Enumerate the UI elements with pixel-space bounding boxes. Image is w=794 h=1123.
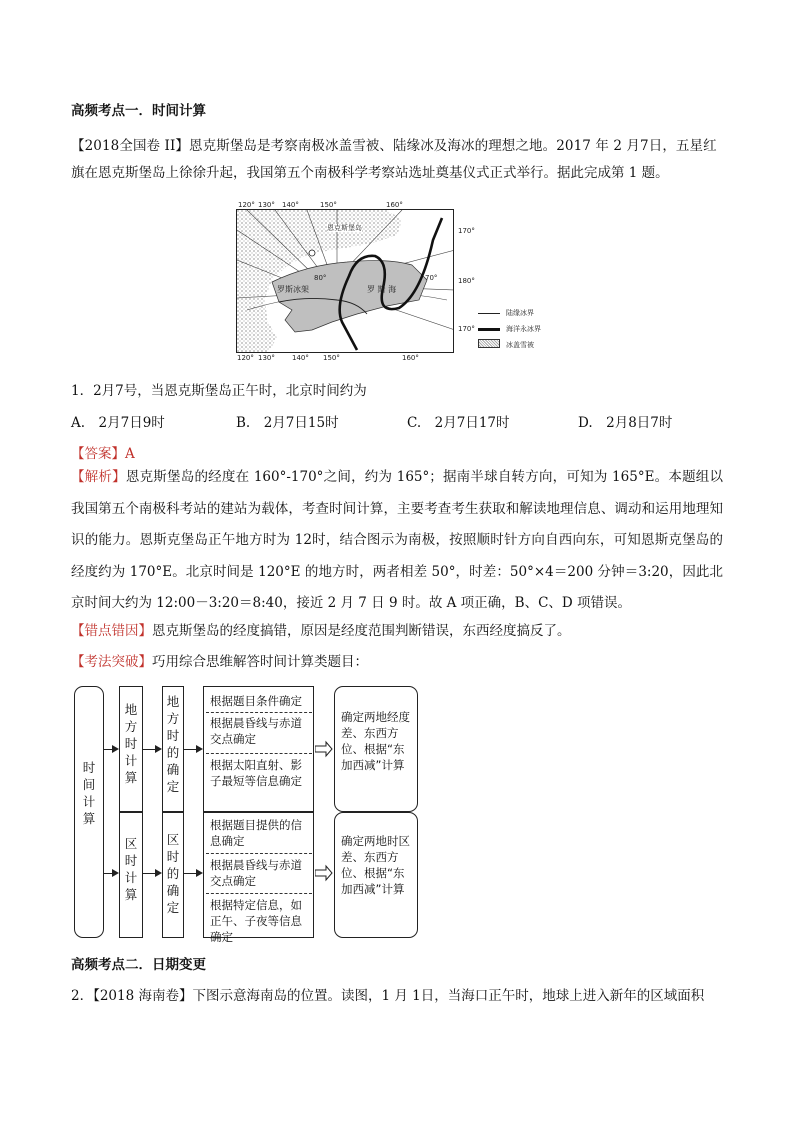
flow-root-box <box>74 686 104 938</box>
analysis-label: 【解析】 <box>71 469 126 485</box>
answer-value: A <box>125 446 135 462</box>
section1-title: 高频考点一．时间计算 <box>71 103 206 119</box>
map-bottom-label: 150° <box>323 354 340 362</box>
map-top-label: 120° <box>238 201 255 209</box>
map-lat70-label: 70° <box>425 274 438 282</box>
method-text: 巧用综合思维解答时间计算类题目： <box>152 654 368 670</box>
flow-branch2-mid-text: 区时的确定 <box>166 832 180 915</box>
map-island-label: 恩克斯堡岛 <box>327 224 362 232</box>
method-line <box>71 652 368 672</box>
legend-thin-line-icon <box>478 313 500 314</box>
flow-branch2-item: 根据题目提供的信息确定 <box>210 818 302 848</box>
flow-branch1-text: 地方时计算 <box>124 702 138 785</box>
method-label: 【考法突破】 <box>71 654 152 670</box>
answer-line <box>71 444 135 464</box>
question1-option-b: B. 2月7日15时 <box>236 415 339 431</box>
legend-label: 陆缘冰界 <box>506 309 534 317</box>
map-bottom-label: 160° <box>402 354 419 362</box>
flow-branch2-result-text: 确定两地时区差、东西方位、根据“东加西减”计算 <box>341 834 410 896</box>
map-bottom-label: 140° <box>292 354 309 362</box>
flow-branch1-result-box <box>334 686 418 812</box>
legend-stipple-icon <box>478 339 500 348</box>
map-top-label: 130° <box>258 201 275 209</box>
question2-line: 2．【2018 海南卷】下图示意海南岛的位置。读图，1 月 1日，当海口正午时，地球上进入新年的区域面积 <box>71 988 705 1004</box>
flow-branch1-mid-box <box>162 686 184 812</box>
error-line <box>71 621 571 641</box>
analysis-text: 恩克斯堡岛的经度在 160°-170°之间，约为 165°；据南半球自转方向，可知为 165°E。本题组以我国第五个南极科考站的建站为载体，考查时间计算，主要考查考生获取和解读地理信息、调动和运用地理知识的能力。恩斯克堡岛正午地方时为 12时，结合图示为南极，按照顺时针方向自西向东，可知恩斯克堡岛的经度约为 170°E。北京时间是 120°E 的地方时，两者相差 50°，时差：50°×4＝200 分钟＝3:20，因此北京时间大约为 12:00－3:20＝8:40，接近 2 月 7 日 9 时。故 A 项正确，B、C、D 项错误。 <box>71 469 724 611</box>
flow-branch1-result-text: 确定两地经度差、东西方位、根据“东加西减”计算 <box>341 710 410 772</box>
map-top-label: 150° <box>320 201 337 209</box>
map-top-label: 160° <box>386 201 403 209</box>
legend-label: 海洋永冰界 <box>506 325 541 333</box>
legend-label: 冰盖雪被 <box>506 341 534 349</box>
flow-branch2-result-box <box>334 812 418 938</box>
question1-stem: 1．2月7号，当恩克斯堡岛正午时，北京时间约为 <box>71 383 367 399</box>
flow-branch2-item: 根据晨昏线与赤道交点确定 <box>210 858 302 888</box>
map-right-label: 170° <box>458 227 475 235</box>
question1-option-a: A. 2月7日9时 <box>71 415 165 431</box>
flow-branch1-box <box>119 686 143 812</box>
flow-branch1-mid-text: 地方时的确定 <box>166 694 180 794</box>
map-bottom-label: 120° <box>237 354 254 362</box>
map-legend <box>478 308 558 352</box>
map-right-label: 180° <box>458 277 475 285</box>
legend-thick-line-icon <box>478 328 500 331</box>
flow-branch2-item: 根据特定信息，如正午、子夜等信息确定 <box>210 898 302 944</box>
section2-title: 高频考点二．日期变更 <box>71 957 206 973</box>
time-calc-flowchart <box>74 686 418 944</box>
error-text: 恩克斯堡岛的经度搞错，原因是经度范围判断错误，东西经度搞反了。 <box>152 623 571 639</box>
flow-branch2-text: 区时计算 <box>124 836 138 902</box>
flow-branch2-box <box>119 812 143 938</box>
double-arrow-icon <box>315 864 333 882</box>
map-canvas <box>236 209 454 353</box>
map-top-label: 140° <box>282 201 299 209</box>
double-arrow-icon <box>315 740 333 758</box>
answer-label: 【答案】 <box>71 446 125 462</box>
flow-branch1-items-box <box>203 686 314 812</box>
antarctic-map-figure <box>236 201 475 351</box>
question1-option-c: C. 2月7日17时 <box>407 415 510 431</box>
flow-branch2-mid-box <box>162 812 184 938</box>
flow-branch2-items-box <box>203 812 314 944</box>
question1-option-d: D. 2月8日7时 <box>578 415 673 431</box>
intro-line-2: 旗在恩克斯堡岛上徐徐升起，我国第五个南极科学考察站选址奠基仪式正式举行。据此完成第 1 题。 <box>71 165 669 181</box>
intro-line-1: 【2018全国卷 II】恩克斯堡岛是考察南极冰盖雪被、陆缘冰及海冰的理想之地。2017 年 2 月7日，五星红 <box>71 138 717 154</box>
error-label: 【错点错因】 <box>71 623 152 639</box>
flow-branch1-item: 根据题目条件确定 <box>210 694 302 708</box>
flow-branch1-item: 根据晨昏线与赤道交点确定 <box>210 716 302 746</box>
map-right-label: 170° <box>458 325 475 333</box>
analysis-paragraph <box>71 462 723 620</box>
map-bottom-label: 130° <box>258 354 275 362</box>
map-ross-ice-label: 罗斯冰架 <box>277 285 309 294</box>
map-lat80-label: 80° <box>314 274 327 282</box>
flow-branch1-item: 根据太阳直射、影子最短等信息确定 <box>210 758 302 788</box>
map-ross-sea-label: 罗 斯 海 <box>367 285 397 294</box>
flow-root-text: 时间计算 <box>82 760 96 826</box>
